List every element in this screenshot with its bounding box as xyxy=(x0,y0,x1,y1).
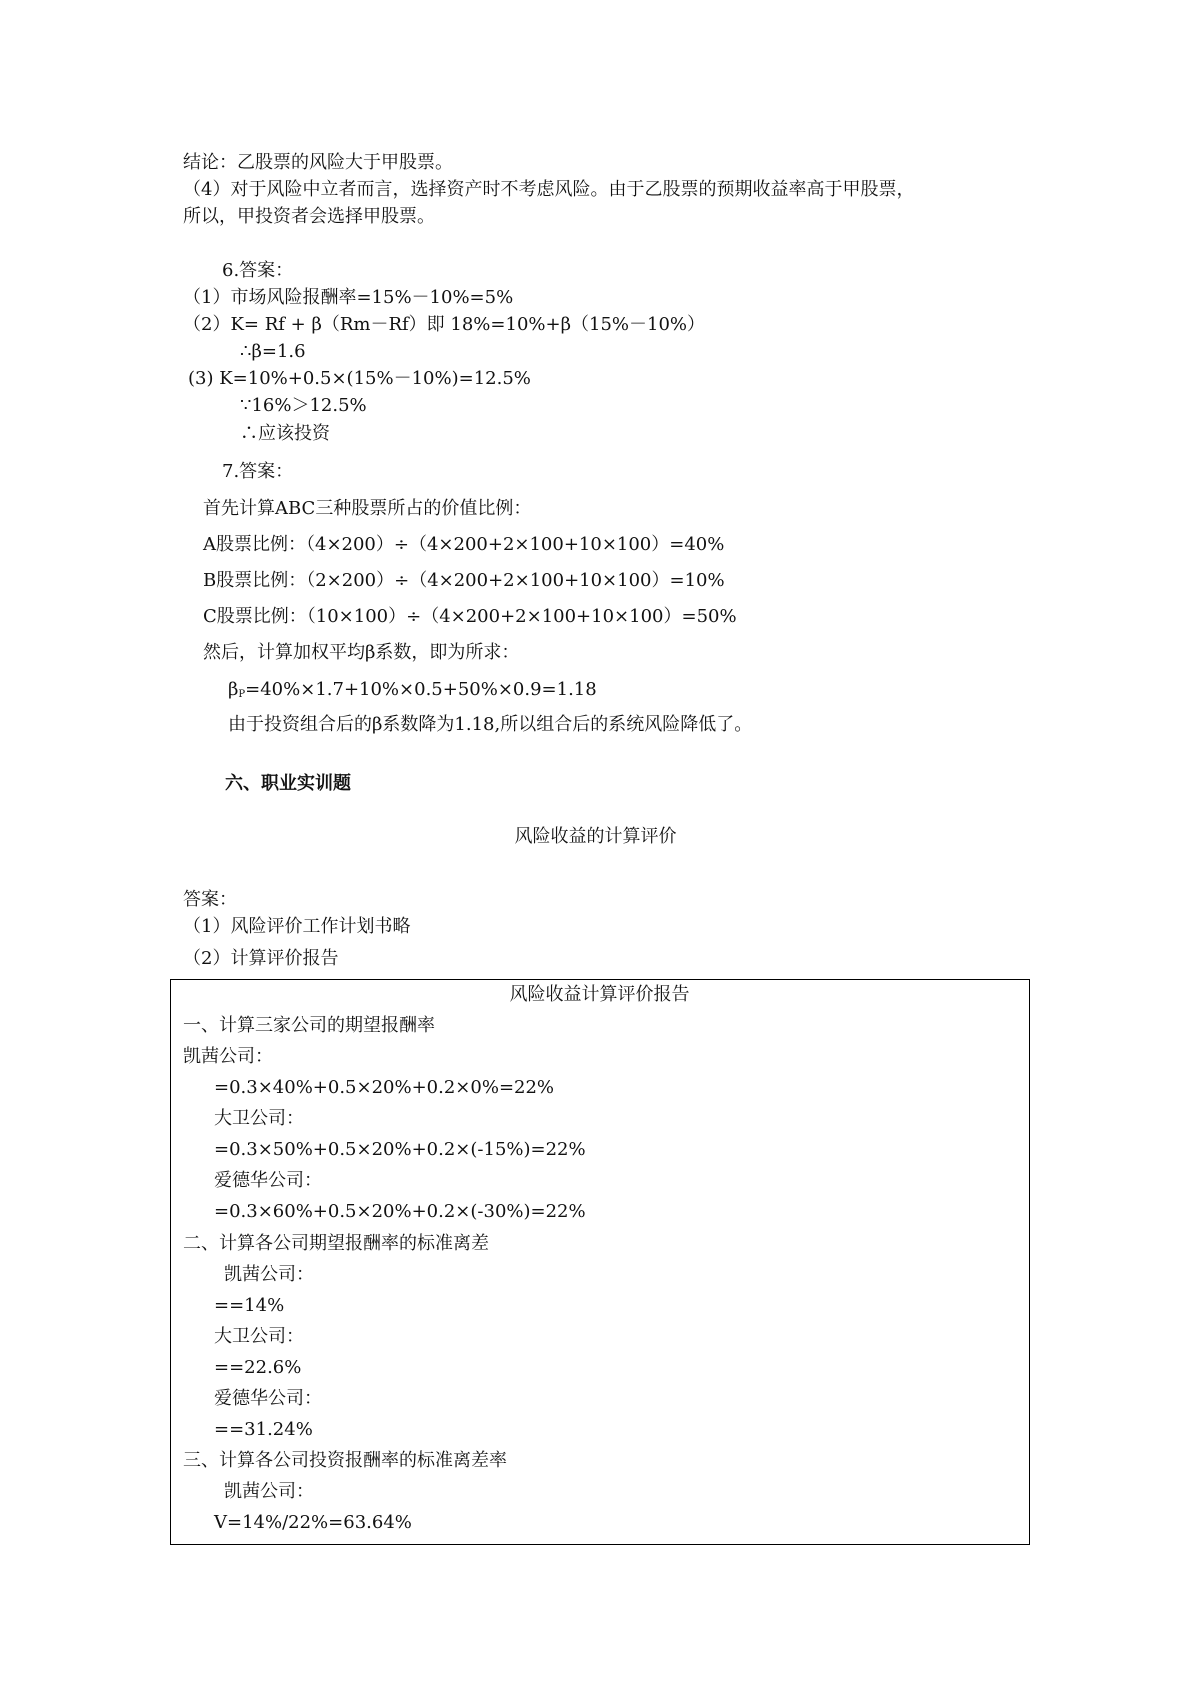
report-deviation-1: 凯茜公司： xyxy=(224,1264,314,1285)
section6-answer-label: 答案： xyxy=(183,889,237,910)
q4-line-1: （4）对于风险中立者而言，选择资产时不考虑风险。由于乙股票的预期收益率高于甲股票， xyxy=(183,179,915,200)
answer6-heading: 6.答案： xyxy=(222,260,294,281)
section6-title: 风险收益的计算评价 xyxy=(514,826,677,847)
report-ratio-1-value: V=14%/22%=63.64% xyxy=(214,1512,412,1533)
answer6-line-3: ∴β=1.6 xyxy=(240,341,306,362)
report-section-3: 三、计算各公司投资报酬率的标准离差率 xyxy=(183,1450,507,1471)
conclusion-line: 结论：乙股票的风险大于甲股票。 xyxy=(183,152,453,173)
q4-line-2: 所以，甲投资者会选择甲股票。 xyxy=(183,206,435,227)
section6-heading: 六、职业实训题 xyxy=(225,773,351,794)
answer7-line-1: 首先计算ABC三种股票所占的价值比例： xyxy=(203,498,532,519)
report-company-2: 大卫公司： xyxy=(214,1108,304,1129)
answer7-line-7: 由于投资组合后的β系数降为1.18,所以组合后的系统风险降低了。 xyxy=(228,714,753,735)
answer6-line-5: ∵16%＞12.5% xyxy=(240,395,367,416)
answer7-line-3: B股票比例：（2×200）÷（4×200+2×100+10×100）=10% xyxy=(203,570,725,591)
beta-formula: =40%×1.7+10%×0.5+50%×0.9=1.18 xyxy=(245,679,597,700)
report-box xyxy=(170,979,1030,1545)
report-company-1: 凯茜公司： xyxy=(183,1046,273,1067)
beta-subscript: P xyxy=(238,689,246,700)
report-company-3-value: =0.3×60%+0.5×20%+0.2×(-30%)=22% xyxy=(214,1201,586,1222)
report-company-1-value: =0.3×40%+0.5×20%+0.2×0%=22% xyxy=(214,1077,555,1098)
report-deviation-2: 大卫公司： xyxy=(214,1326,304,1347)
report-ratio-1: 凯茜公司： xyxy=(224,1481,314,1502)
answer6-line-2: （2）K= Rf + β（Rm－Rf）即 18%=10%+β（15%－10%） xyxy=(183,314,706,335)
answer7-line-5: 然后，计算加权平均β系数，即为所求： xyxy=(203,642,520,663)
answer7-line-4: C股票比例：（10×100）÷（4×200+2×100+10×100）=50% xyxy=(203,606,737,627)
report-deviation-3: 爱德华公司： xyxy=(214,1388,322,1409)
report-deviation-3-value: ==31.24% xyxy=(214,1419,313,1440)
answer6-line-1: （1）市场风险报酬率=15%－10%=5% xyxy=(183,287,514,308)
answer6-line-4: (3) K=10%+0.5×(15%－10%)=12.5% xyxy=(188,368,531,389)
report-company-3: 爱德华公司： xyxy=(214,1170,322,1191)
section6-item-1: （1）风险评价工作计划书略 xyxy=(183,916,411,937)
report-section-1: 一、计算三家公司的期望报酬率 xyxy=(183,1015,435,1036)
report-title: 风险收益计算评价报告 xyxy=(509,984,690,1005)
report-section-2: 二、计算各公司期望报酬率的标准离差 xyxy=(183,1233,489,1254)
report-company-2-value: =0.3×50%+0.5×20%+0.2×(-15%)=22% xyxy=(214,1139,586,1160)
section6-item-2: （2）计算评价报告 xyxy=(183,948,339,969)
answer7-line-6 xyxy=(228,677,597,708)
report-deviation-1-value: ==14% xyxy=(214,1295,285,1316)
report-deviation-2-value: ==22.6% xyxy=(214,1357,302,1378)
answer7-heading: 7.答案： xyxy=(222,461,294,482)
answer6-line-6: ∴应该投资 xyxy=(240,423,330,444)
beta-symbol: β xyxy=(228,679,239,700)
answer7-line-2: A股票比例：（4×200）÷（4×200+2×100+10×100）=40% xyxy=(203,534,725,555)
